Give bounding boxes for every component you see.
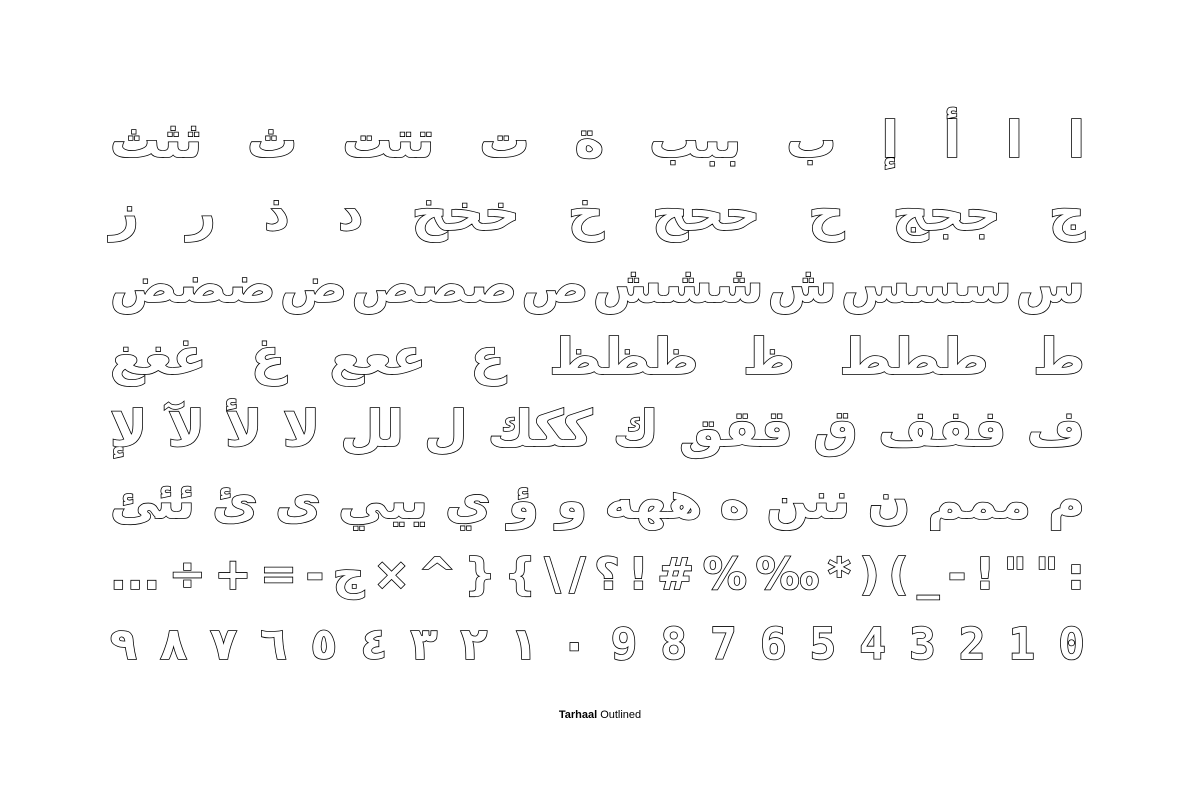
- glyph: ١: [510, 619, 538, 670]
- glyph: لأ: [225, 400, 263, 458]
- glyph: +: [214, 549, 252, 600]
- glyph: لآ: [167, 400, 205, 458]
- glyph: ض: [279, 256, 348, 314]
- glyph: ٠: [560, 619, 588, 670]
- glyph: ععع: [329, 328, 427, 386]
- glyph: ‰: [755, 549, 820, 600]
- glyph: ن: [867, 472, 911, 530]
- glyph: ×: [373, 549, 411, 600]
- glyph: ييي: [338, 472, 428, 530]
- glyph: ئ: [212, 472, 258, 530]
- glyph: ع: [470, 328, 505, 386]
- glyph: ج: [1048, 184, 1085, 242]
- glyph: ططط: [839, 328, 989, 386]
- glyph: !: [628, 549, 649, 600]
- glyph: ا: [1067, 111, 1085, 169]
- glyph: ٧: [210, 619, 238, 670]
- punctuation-row: [110, 540, 1085, 610]
- glyph: ش: [767, 256, 837, 314]
- glyph: ى: [275, 472, 321, 530]
- glyph: ققق: [679, 400, 793, 458]
- glyph: ا: [1005, 111, 1023, 169]
- glyph: 4: [859, 619, 886, 670]
- glyph: 6: [759, 619, 787, 670]
- glyph: ": [1003, 549, 1027, 600]
- glyph: إ: [881, 111, 899, 169]
- font-name-caption: [0, 709, 1200, 721]
- glyph: #: [657, 549, 695, 600]
- glyph: ق: [813, 400, 858, 458]
- glyph: =: [260, 549, 297, 600]
- glyph: (: [888, 549, 909, 600]
- glyph: ): [859, 549, 880, 600]
- glyph-row-6: [110, 466, 1085, 536]
- glyph: ف: [1026, 400, 1085, 458]
- numerals-row: [110, 610, 1085, 680]
- glyph: س: [1015, 256, 1085, 314]
- glyph: -: [947, 549, 967, 600]
- glyph-row-5: [110, 394, 1085, 464]
- glyph: ففف: [878, 400, 1007, 458]
- glyph: \: [544, 549, 561, 600]
- glyph: ننن: [766, 472, 851, 530]
- font-family-name: Tarhaal: [558, 709, 598, 721]
- glyph: تتت: [342, 111, 435, 169]
- glyph: و: [556, 472, 588, 530]
- glyph: خخخ: [411, 184, 520, 242]
- glyph: ح: [808, 184, 845, 242]
- glyph: صصص: [351, 256, 518, 314]
- glyph: ببب: [649, 111, 742, 169]
- glyph: د: [337, 184, 364, 242]
- glyph-row-2: [110, 178, 1085, 248]
- glyph: ي: [445, 472, 491, 530]
- glyph: ص: [521, 256, 589, 314]
- glyph: ت: [479, 111, 530, 169]
- glyph: 5: [809, 619, 837, 670]
- glyph: ٤: [360, 619, 388, 670]
- glyph: ضضض: [110, 256, 276, 314]
- glyph: ÷: [168, 549, 206, 600]
- glyph: %: [702, 549, 747, 600]
- glyph: 9: [610, 619, 638, 670]
- glyph: 8: [660, 619, 687, 670]
- glyph: غ: [250, 328, 286, 386]
- glyph: ذ: [263, 184, 290, 242]
- glyph: ز: [110, 184, 139, 242]
- glyph: ة: [574, 111, 605, 169]
- glyph: ظظظ: [549, 328, 699, 386]
- glyph: ششش: [592, 256, 764, 314]
- glyph: /: [569, 549, 586, 600]
- glyph: ر: [186, 184, 216, 242]
- glyph: ممم: [927, 472, 1032, 530]
- glyph: لل: [340, 400, 404, 458]
- glyph: ٣: [410, 619, 438, 670]
- glyph: لا: [282, 400, 320, 458]
- glyph: 0: [1058, 619, 1085, 670]
- glyph: ئئئ: [110, 472, 196, 530]
- glyph: 7: [710, 619, 737, 670]
- glyph: ل: [424, 400, 468, 458]
- glyph: ؟: [594, 549, 620, 600]
- font-style-name: Outlined: [600, 709, 642, 721]
- glyph: ه: [719, 472, 750, 530]
- glyph: ^: [418, 549, 456, 600]
- glyph: ٥: [310, 619, 338, 670]
- glyph: :: [1067, 549, 1085, 600]
- glyph: *: [827, 549, 851, 600]
- glyph: خ: [567, 184, 604, 242]
- glyph: لإ: [110, 400, 148, 458]
- glyph: ٩: [110, 619, 137, 670]
- glyph: ...: [110, 549, 161, 600]
- glyph: ٢: [460, 619, 488, 670]
- glyph: ٨: [160, 619, 187, 670]
- glyph: !: [974, 549, 995, 600]
- glyph: _: [917, 549, 940, 600]
- glyph: ث: [247, 111, 298, 169]
- glyph: ج: [332, 549, 365, 600]
- glyph: ط: [1032, 328, 1085, 386]
- glyph: ككك: [487, 400, 593, 458]
- glyph: ؤ: [507, 472, 540, 530]
- glyph: غغغ: [110, 328, 207, 386]
- glyph: م: [1048, 472, 1085, 530]
- glyph: ": [1035, 549, 1059, 600]
- glyph: ثثث: [110, 111, 203, 169]
- glyph: ظ: [742, 328, 795, 386]
- glyph: ٦: [260, 619, 288, 670]
- glyph: ههه: [604, 472, 703, 530]
- glyph-row-4: [110, 322, 1085, 392]
- glyph: 2: [958, 619, 986, 670]
- glyph: ححح: [652, 184, 761, 242]
- glyph: 1: [1008, 619, 1036, 670]
- glyph: }: [464, 549, 496, 600]
- glyph: ججج: [892, 184, 1001, 242]
- glyph: {: [504, 549, 536, 600]
- glyph-row-3: [110, 250, 1085, 320]
- glyph: -: [305, 549, 324, 600]
- glyph: ب: [786, 111, 837, 169]
- glyph-row-1: [110, 105, 1085, 175]
- glyph: 3: [909, 619, 936, 670]
- glyph: سسس: [840, 256, 1012, 314]
- glyph: ك: [612, 400, 659, 458]
- glyph: أ: [943, 111, 961, 169]
